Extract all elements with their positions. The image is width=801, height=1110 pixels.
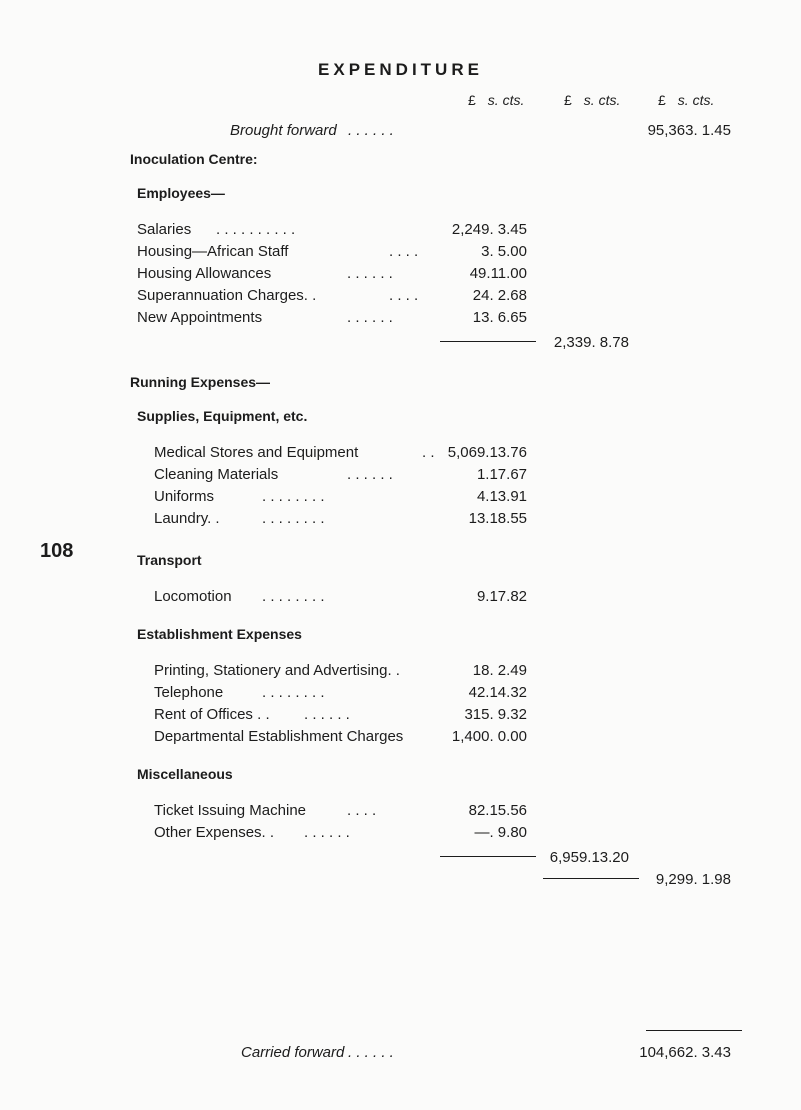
running-expenses-subtotal: 6,959.13.20 [549, 849, 629, 866]
line-item-amount: 4.13.91 [476, 488, 527, 505]
leader-dots: . . . . . . . . [262, 588, 325, 605]
leader-dots: . . . . . . [304, 824, 350, 841]
line-item-label: Salaries [137, 221, 192, 238]
line-item-label: Laundry. . [154, 510, 220, 527]
section-total: 9,299. 1.98 [655, 871, 731, 888]
supplies-heading: Supplies, Equipment, etc. [137, 408, 308, 424]
page-title: EXPENDITURE [318, 60, 483, 79]
currency-symbol: £ [658, 92, 666, 108]
line-item-label: Housing—African Staff [137, 243, 289, 260]
leader-dots: . . . . . . [304, 706, 350, 723]
line-item-amount: 5,069.13.76 [447, 444, 527, 461]
line-item-amount: —. 9.80 [474, 824, 527, 841]
leader-dots: . . . . . . [348, 1044, 394, 1061]
line-item-amount: 42.14.32 [468, 684, 527, 701]
carried-forward-label: Carried forward [241, 1044, 345, 1061]
column-header-3 [658, 92, 714, 108]
line-item-amount: 1.17.67 [476, 466, 527, 483]
leader-dots: . . . . . . [348, 122, 394, 139]
subtotal-rule [440, 341, 536, 342]
line-item-label: Housing Allowances [137, 265, 272, 282]
column-header-1 [468, 92, 524, 108]
line-item-label: New Appointments [137, 309, 263, 326]
leader-dots: . . . . . . . . [262, 684, 325, 701]
page-number: 108 [40, 540, 74, 562]
leader-dots: . . . . . . [347, 309, 393, 326]
line-item-amount: 18. 2.49 [472, 662, 527, 679]
line-item-label: Cleaning Materials [154, 466, 279, 483]
line-item-label: Superannuation Charges. . [137, 287, 317, 304]
subtotal-rule [543, 878, 639, 879]
line-item-label: Other Expenses. . [154, 824, 275, 841]
column-header-2 [564, 92, 620, 108]
currency-symbol: £ [468, 92, 476, 108]
line-item-label: Telephone [154, 684, 224, 701]
line-item-label: Medical Stores and Equipment [154, 444, 359, 461]
employees-subtotal: 2,339. 8.78 [553, 334, 629, 351]
units-label: s. cts. [677, 92, 715, 108]
leader-dots: . . [422, 444, 435, 461]
miscellaneous-heading: Miscellaneous [137, 766, 233, 782]
transport-heading: Transport [137, 552, 202, 568]
leader-dots: . . . . . . [347, 466, 393, 483]
line-item-label: Printing, Stationery and Advertising. . [154, 662, 400, 679]
currency-symbol: £ [564, 92, 572, 108]
employees-heading: Employees— [137, 185, 225, 201]
subtotal-rule [440, 856, 536, 857]
line-item-amount: 2,249. 3.45 [451, 221, 527, 238]
leader-dots: . . . . [389, 243, 419, 260]
line-item-label: Locomotion [154, 588, 232, 605]
line-item-amount: 82.15.56 [468, 802, 527, 819]
line-item-amount: 13.18.55 [468, 510, 527, 527]
section-heading: Inoculation Centre: [130, 151, 258, 167]
establishment-heading: Establishment Expenses [137, 626, 302, 642]
line-item-amount: 9.17.82 [476, 588, 527, 605]
units-label: s. cts. [487, 92, 525, 108]
brought-forward-label: Brought forward [230, 122, 337, 139]
line-item-amount: 1,400. 0.00 [451, 728, 527, 745]
carried-forward-amount: 104,662. 3.43 [639, 1044, 731, 1061]
line-item-amount: 49.11.00 [469, 265, 527, 282]
total-rule [646, 1030, 742, 1031]
units-label: s. cts. [583, 92, 621, 108]
leader-dots: . . . . . . . . . . [216, 221, 296, 238]
line-item-amount: 315. 9.32 [464, 706, 527, 723]
line-item-label: Rent of Offices . . [154, 706, 270, 723]
line-item-label: Ticket Issuing Machine [154, 802, 307, 819]
brought-forward-amount: 95,363. 1.45 [647, 122, 731, 139]
leader-dots: . . . . . . . . [262, 488, 325, 505]
line-item-amount: 3. 5.00 [481, 243, 527, 260]
leader-dots: . . . . [347, 802, 377, 819]
line-item-amount: 13. 6.65 [472, 309, 527, 326]
leader-dots: . . . . . . [347, 265, 393, 282]
leader-dots: . . . . [389, 287, 419, 304]
running-expenses-heading: Running Expenses— [130, 374, 271, 390]
line-item-amount: 24. 2.68 [472, 287, 527, 304]
line-item-label: Departmental Establishment Charges [154, 728, 404, 745]
leader-dots: . . . . . . . . [262, 510, 325, 527]
line-item-label: Uniforms [154, 488, 215, 505]
